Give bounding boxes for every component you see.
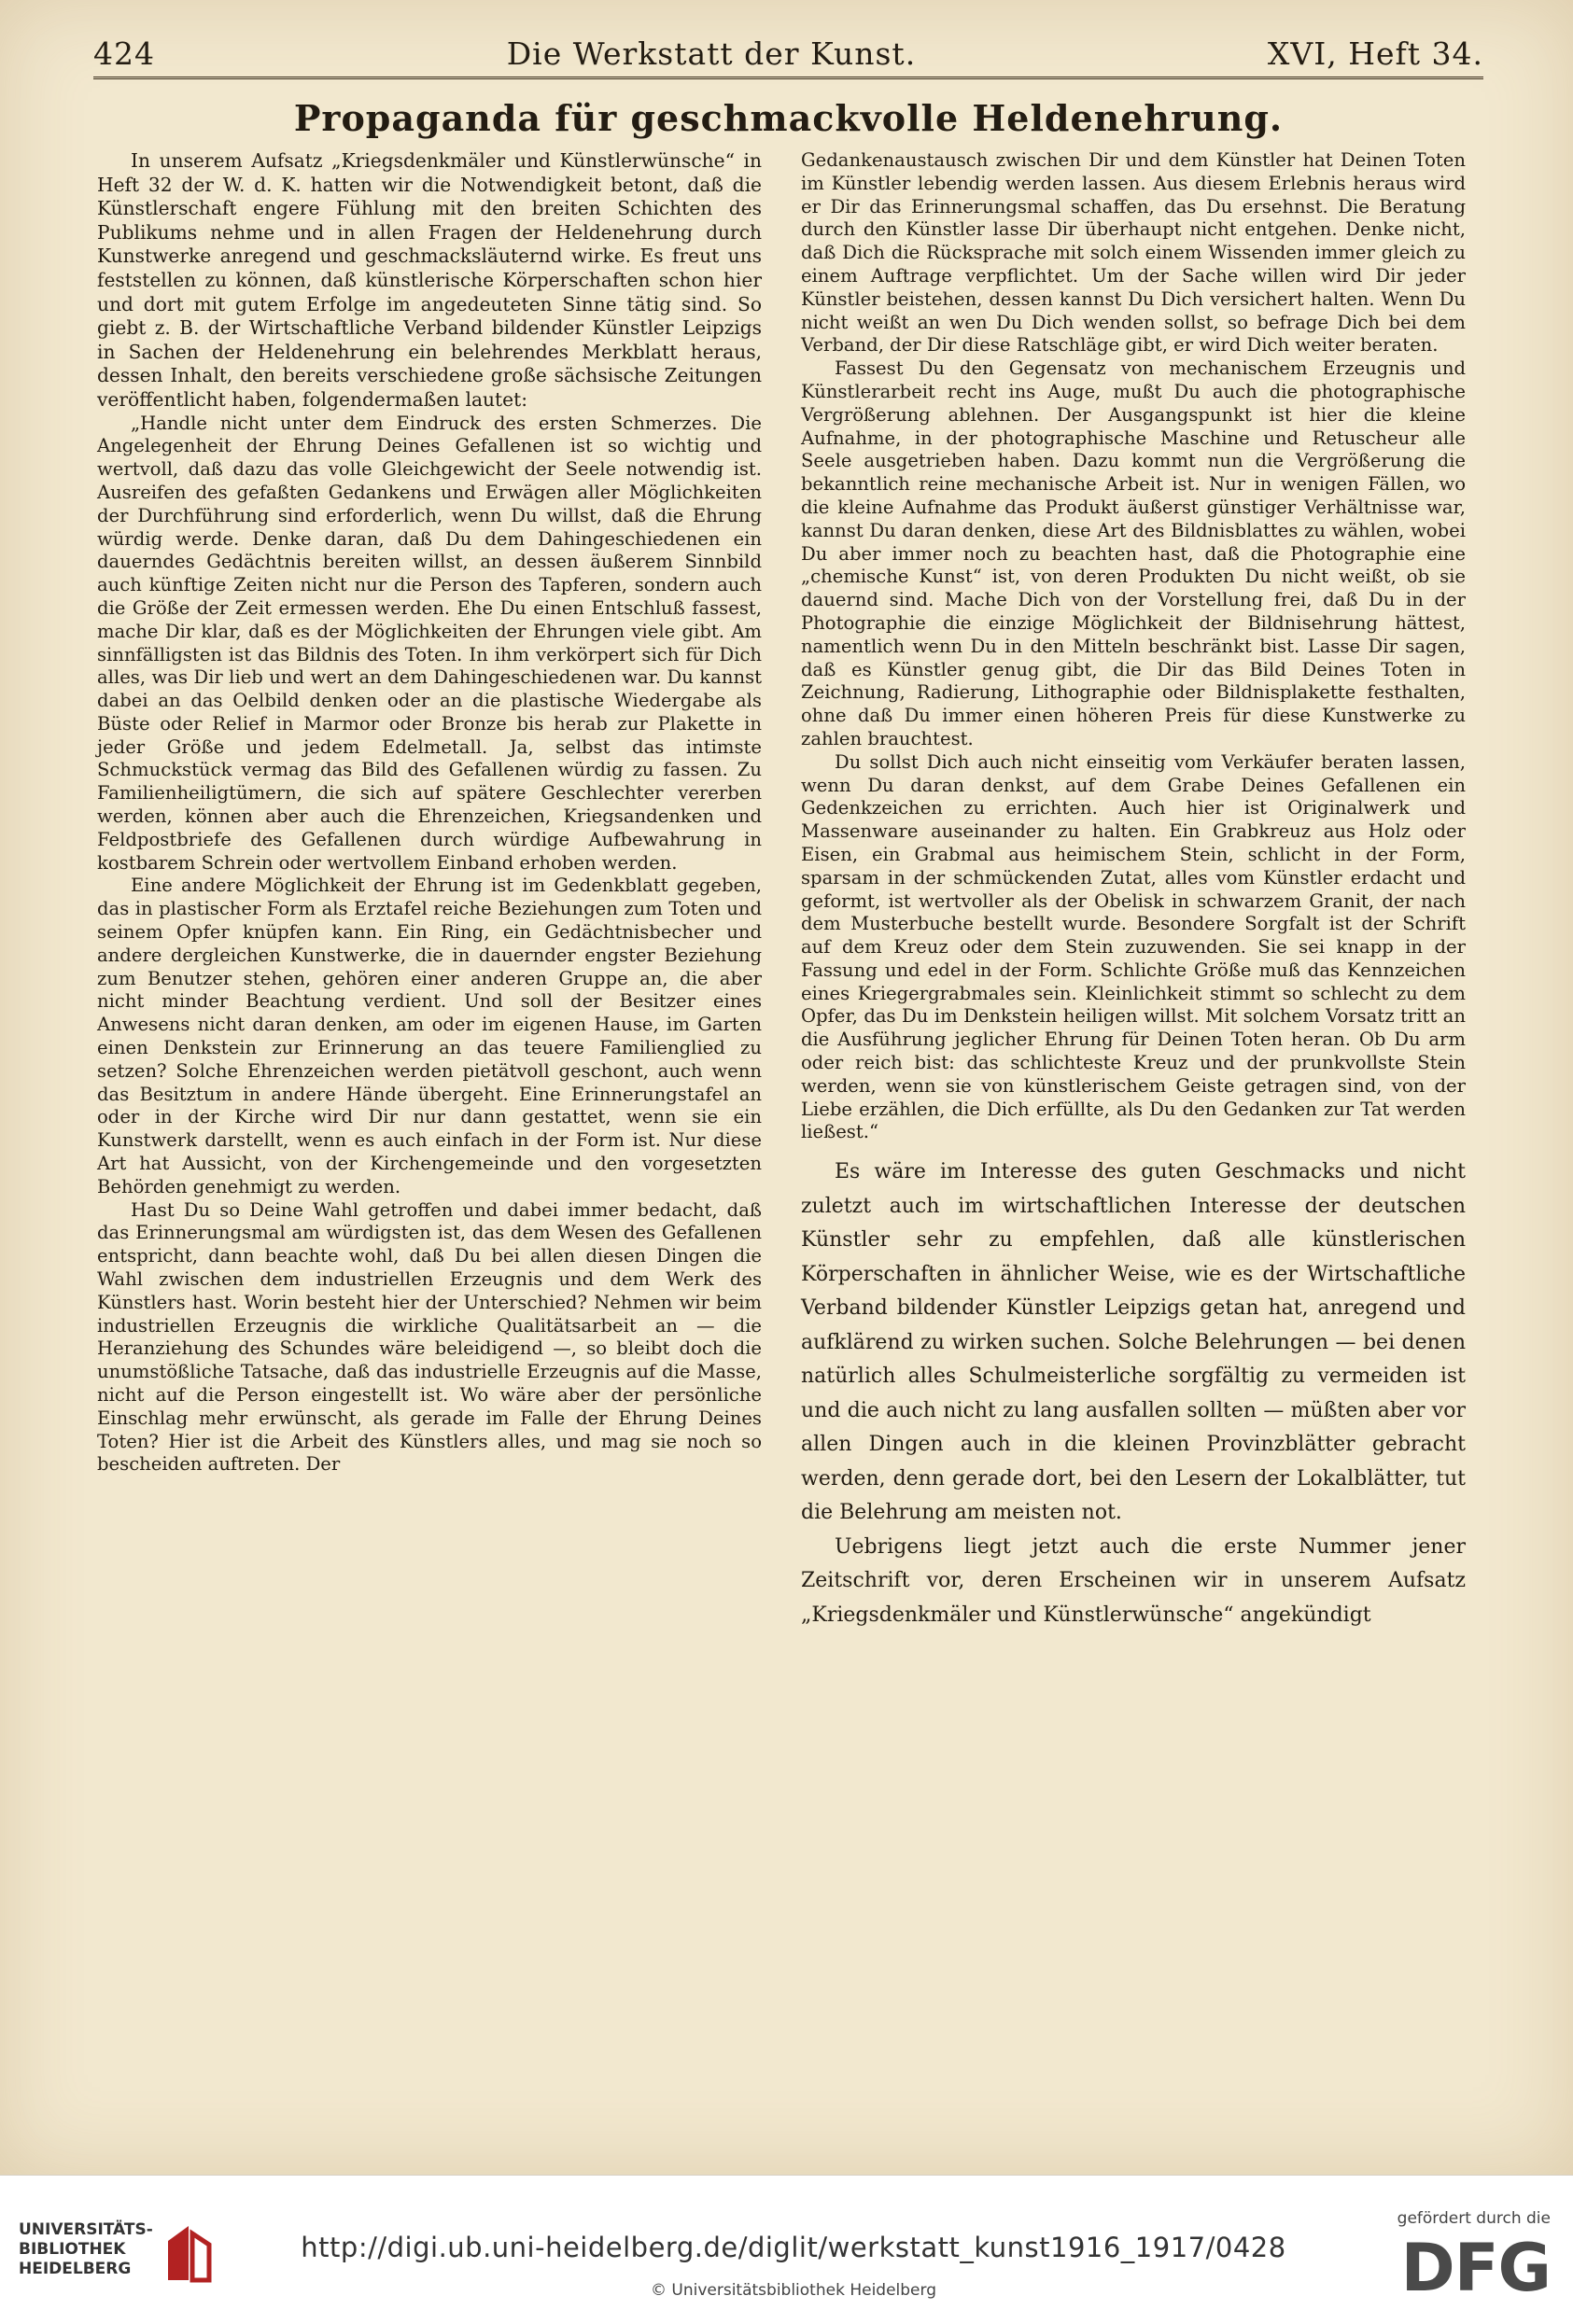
permalink-url[interactable]: http://digi.ub.uni-heidelberg.de/diglit/werkstatt_kunst1916_1917/0428: [301, 2232, 1286, 2263]
paragraph: „Handle nicht unter dem Eindruck des ersten Schmerzes. Die Angelegenheit der Ehrung Deines Gefallenen ist so wichtig und wertvoll, daß dazu das volle Gleichgewicht der Seele notwendig ist. Ausreifen des gefaßten Gedankens und Erwägen aller Möglichkeiten der Durchführung sind erforderlich, wenn Du willst, daß die Ehrung würdig werde. Denke daran, daß Du dem Dahingeschiedenen ein dauerndes Gedächtnis bereiten willst, an dessen äußerem Sinnbild auch künftige Zeiten nicht nur die Person des Tapferen, sondern auch die Größe der Zeit ermessen werden. Ehe Du einen Entschluß fassest, mache Dir klar, daß es der Möglichkeiten der Ehrungen viele gibt. Am sinnfälligsten ist das Bildnis des Toten. In ihm verkörpert sich für Dich alles, was Dir lieb und wert an dem Dahingeschiedenen war. Du kannst dabei an das Oelbild denken oder an die plastische Wiedergabe als Büste oder Relief in Marmor oder Bronze bis herab zur Plakette in jeder Größe und jedem Edelmetall. Ja, selbst das intimste Schmuckstück vermag das Bild des Gefallenen würdig zu fassen. Zu Familienheiligtümern, die sich auf spätere Geschlechter vererben werden, können aber auch die Ehrenzeichen, Kriegsandenken und Feldpostbriefe des Gefallenen durch würdige Aufbewahrung in kostbarem Schrein oder wertvollem Einband erhoben werden.: [97, 412, 762, 874]
viewer-footer: [0, 2175, 1573, 2324]
paragraph: Es wäre im Interesse des guten Geschmacks und nicht zuletzt auch im wirtschaftlichen Interesse der deutschen Künstler sehr zu empfehlen, daß alle künstlerischen Körperschaften in ähnlicher Weise, wie es der Wirtschaftliche Verband bildender Künstler Leipzigs getan hat, anregend und aufklärend zu wirken suchen. Solche Belehrungen — bei denen natürlich alles Schulmeisterliche sorgfältig zu vermeiden ist und die auch nicht zu lang ausfallen sollten — müßten aber vor allen Dingen auch in die kleinen Provinzblätter gebracht werden, denn gerade dort, bei den Lesern der Lokalblätter, tut die Belehrung am meisten not.: [801, 1160, 1466, 1525]
left-column: [97, 149, 762, 1477]
library-logo[interactable]: [19, 2220, 224, 2295]
paragraph: Gedankenaustausch zwischen Dir und dem Künstler hat Deinen Toten im Künstler lebendig werden lassen. Aus diesem Erlebnis heraus wird er Dir das Erinnerungsmal schaffen, das Du ersehnst. Die Beratung durch den Künstler lasse Dir überhaupt nicht entgehen. Denke nicht, daß Dich die Rücksprache mit solch einem Wissenden immer gleich zu einem Auftrage verpflichtet. Um der Sache willen wird Dir jeder Künstler beistehen, dessen kannst Du Dich versichert halten. Wenn Du nicht weißt an wen Du Dich wenden sollst, so befrage Dich bei dem Verband, der Dir diese Ratschläge gibt, er wird Dich weiter beraten.: [801, 149, 1466, 357]
paragraph: In unserem Aufsatz „Kriegsdenkmäler und Künstlerwünsche“ in Heft 32 der W. d. K. hatten wir die Notwendigkeit betont, daß die Künstlerschaft engere Fühlung mit den breiten Schichten des Publikums nehme und in allen Fragen der Heldenehrung durch Kunstwerke anregend und geschmacksläuternd wirke. Es freut uns feststellen zu können, daß künstlerische Körperschaften schon hier und dort mit gutem Erfolge im angedeuteten Sinne tätig sind. So giebt z. B. der Wirtschaftliche Verband bildender Künstler Leipzigs in Sachen der Heldenehrung ein belehrendes Merkblatt heraus, dessen Inhalt, den bereits verschiedene große sächsische Zeitungen veröffentlicht haben, folgendermaßen lautet:: [97, 149, 762, 411]
paragraph: Fassest Du den Gegensatz von mechanischem Erzeugnis und Künstlerarbeit recht ins Auge, mußt Du auch die photographische Vergrößerung ablehnen. Der Ausgangspunkt ist hier die kleine Aufnahme, in der photographische Maschine und Retuscheur alle Seele ausgetrieben haben. Dazu kommt nun die Vergrößerung die bekanntlich reine mechanische Arbeit ist. Nur in wenigen Fällen, wo die kleine Aufnahme das Produkt äußerst günstiger Verhältnisse war, kannst Du daran denken, diese Art des Bildnisblattes zu wählen, wobei Du aber immer noch zu beachten hast, daß die Photographie eine „chemische Kunst“ ist, von deren Produkten Du nicht weißt, ob sie dauernd sind. Mache Dich von der Vorstellung frei, daß Du in der Photographie die einzige Möglichkeit der Bildnisehrung hättest, namentlich wenn Du in den Mitteln beschränkt bist. Lasse Dir sagen, daß es Künstler genug gibt, die Dir das Bild Deines Toten in Zeichnung, Radierung, Lithographie oder Bildnisplakette festhalten, ohne daß Du immer einen höheren Preis für diese Kunstwerke zu zahlen brauchtest.: [801, 357, 1466, 749]
journal-title: Die Werkstatt der Kunst.: [506, 35, 917, 72]
right-column: [801, 149, 1466, 1632]
copyright-notice: © Universitätsbibliothek Heidelberg: [650, 2281, 936, 2300]
paragraph: Eine andere Möglichkeit der Ehrung ist im Gedenkblatt gegeben, das in plastischer Form als Erztafel reiche Beziehungen zum Toten und seinem Opfer knüpfen kann. Ein Ring, ein Gedächtnisbecher und andere dergleichen Kunstwerke, die in dauernder engster Beziehung zum Benutzer stehen, gehören einer anderen Gruppe an, die aber nicht minder Beachtung verdient. Und soll der Besitzer eines Anwesens nicht daran denken, am oder im eigenen Hause, im Garten einen Denkstein zur Erinnerung an das teuere Familienglied zu setzen? Solche Ehrenzeichen werden pietätvoll geschont, auch wenn das Besitztum in andere Hände übergeht. Eine Erinnerungstafel an oder in der Kirche wird Dir nur dann gestattet, wenn sie ein Kunstwerk darstellt, wenn es auch einfach in der Form ist. Nur diese Art hat Aussicht, von der Kirchengemeinde und den vorgesetzten Behörden genehmigt zu werden.: [97, 875, 762, 1197]
ub-heidelberg-logo-icon: [161, 2220, 217, 2286]
funder-caption: gefördert durch die: [1397, 2209, 1551, 2228]
issue-number: XVI, Heft 34.: [1267, 35, 1483, 72]
dfg-logo[interactable]: DFG: [1400, 2230, 1551, 2306]
library-name: UNIVERSITÄTS- BIBLIOTHEK HEIDELBERG: [19, 2220, 153, 2278]
paragraph: Hast Du so Deine Wahl getroffen und dabei immer bedacht, daß das Erinnerungsmal am würdigsten ist, das dem Wesen des Gefallenen entspricht, dann beachte wohl, daß Du bei allen diesen Dingen die Wahl zwischen dem industriellen Erzeugnis und dem Werk des Künstlers hast. Worin besteht hier der Unterschied? Nehmen wir beim industriellen Erzeugnis die wirkliche Qualitätsarbeit an — die Heranziehung des Schundes wäre beleidigend —, so bleibt doch die unumstößliche Tatsache, daß das industrielle Erzeugnis auf die Masse, nicht auf die Person eingestellt ist. Wo wäre aber der persönliche Einschlag mehr erwünscht, als gerade im Falle der Ehrung Deines Toten? Hier ist die Arbeit des Künstlers alles, und mag sie noch so bescheiden auftreten. Der: [97, 1198, 762, 1476]
paragraph: Uebrigens liegt jetzt auch die erste Nummer jener Zeitschrift vor, deren Erscheinen wir in unserem Aufsatz „Kriegsdenkmäler und Künstlerwünsche“ angekündigt: [801, 1534, 1466, 1627]
article-title: Propaganda für geschmackvolle Heldenehrung.: [293, 97, 1284, 139]
paragraph: Du sollst Dich auch nicht einseitig vom Verkäufer beraten lassen, wenn Du daran denkst, auf dem Grabe Deines Gefallenen ein Gedenkzeichen zu errichten. Auch hier ist Originalwerk und Massenware auseinander zu halten. Ein Grabkreuz aus Holz oder Eisen, ein Grabmal aus heimischem Stein, schlicht in der Form, sparsam in der schmückenden Zutat, alles vom Künstler erdacht und geformt, ist wertvoller als der Obelisk in schwarzem Granit, der nach dem Musterbuche bestellt wurde. Besondere Sorgfalt ist der Schrift auf dem Kreuz oder dem Stein zuzuwenden. Sie sei knapp in der Fassung und edel in der Form. Schlichte Größe muß das Kennzeichen eines Kriegergrabmales sein. Kleinlichkeit stimmt so schlecht zu dem Opfer, das Du im Denkstein heiligen willst. Mit solchem Vorsatz tritt an die Ausführung jeglicher Ehrung für Deinen Toten heran. Ob Du arm oder reich bist: das schlichteste Kreuz und der prunkvollste Stein werden, wenn sie von künstlerischem Geiste getragen sind, von der Liebe erzählen, die Dich erfüllte, als Du den Gedanken zur Tat werden ließest.“: [801, 750, 1466, 1143]
page-number: 424: [93, 35, 155, 72]
funder-block: [1364, 2209, 1551, 2306]
running-header: [93, 19, 1483, 79]
